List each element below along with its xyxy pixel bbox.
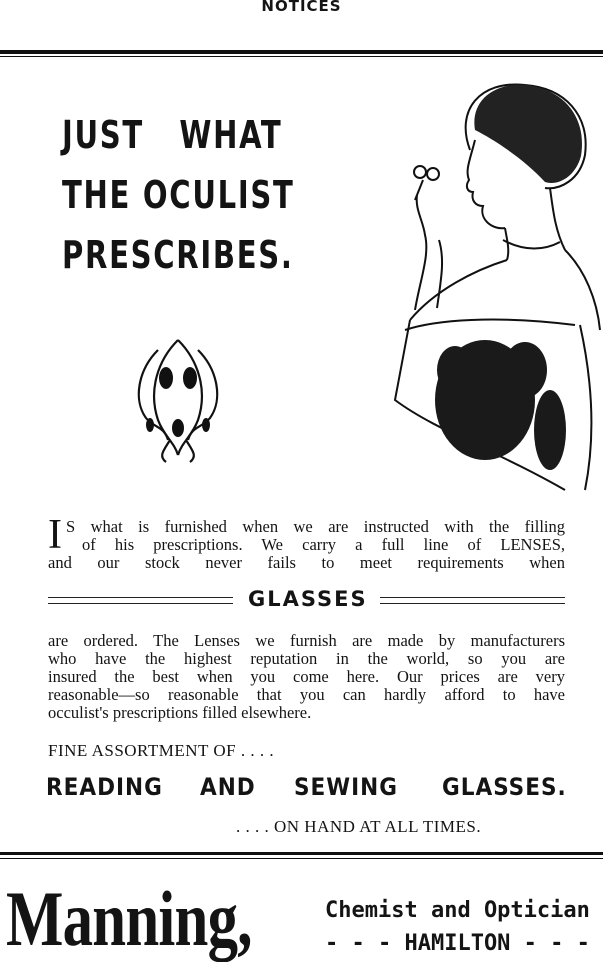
glasses-heading: GLASSES — [248, 587, 368, 611]
reading-word: READING — [46, 773, 163, 801]
manning-wordmark: Manning, — [6, 875, 252, 962]
paragraph-line-3: insured the best when you come here. Our prices are very — [48, 667, 565, 686]
paragraph-line-1: are ordered. The Lenses we furnish are made by manufacturers — [48, 631, 565, 650]
sewing-word: SEWING — [294, 773, 398, 801]
chemist-optician-title: Chemist and Optician — [325, 898, 590, 923]
intro-line-3: and our stock never fails to meet requirements when — [48, 553, 565, 572]
top-rule-thin — [0, 56, 603, 57]
paragraph-line-2: who have the highest reputation in the world, so you are — [48, 649, 565, 668]
paragraph-line-5: occulist's prescriptions filled elsewhere. — [48, 703, 312, 722]
headline-line-3: PRESCRIBES. — [62, 233, 294, 277]
hamilton-location: - - - HAMILTON - - - — [325, 931, 590, 956]
headline-line-2: THE OCULIST — [62, 173, 295, 217]
assortment-lead: FINE ASSORTMENT OF . . . . — [48, 741, 275, 760]
assortment-tail: . . . . ON HAND AT ALL TIMES. — [236, 817, 482, 836]
drop-cap: I — [48, 512, 62, 558]
paragraph-line-4: reasonable—so reasonable that you can hardly afford to have — [48, 685, 565, 704]
intro-line-2: of his prescriptions. We carry a full line of LENSES, — [82, 535, 565, 554]
and-word: AND — [200, 773, 256, 801]
divider-left — [48, 597, 233, 604]
headline-line-1: JUST WHAT — [62, 113, 283, 157]
bottom-rule-thin — [0, 858, 603, 859]
section-header: NOTICES — [261, 0, 342, 15]
intro-line-1: S what is furnished when we are instructed with the filling — [66, 517, 565, 536]
bottom-rule — [0, 852, 603, 855]
glasses-word: GLASSES. — [442, 773, 567, 801]
divider-right — [380, 597, 565, 604]
art-nouveau-ornament — [128, 330, 228, 465]
woman-with-lorgnette-illustration — [375, 70, 603, 505]
top-rule — [0, 50, 603, 54]
